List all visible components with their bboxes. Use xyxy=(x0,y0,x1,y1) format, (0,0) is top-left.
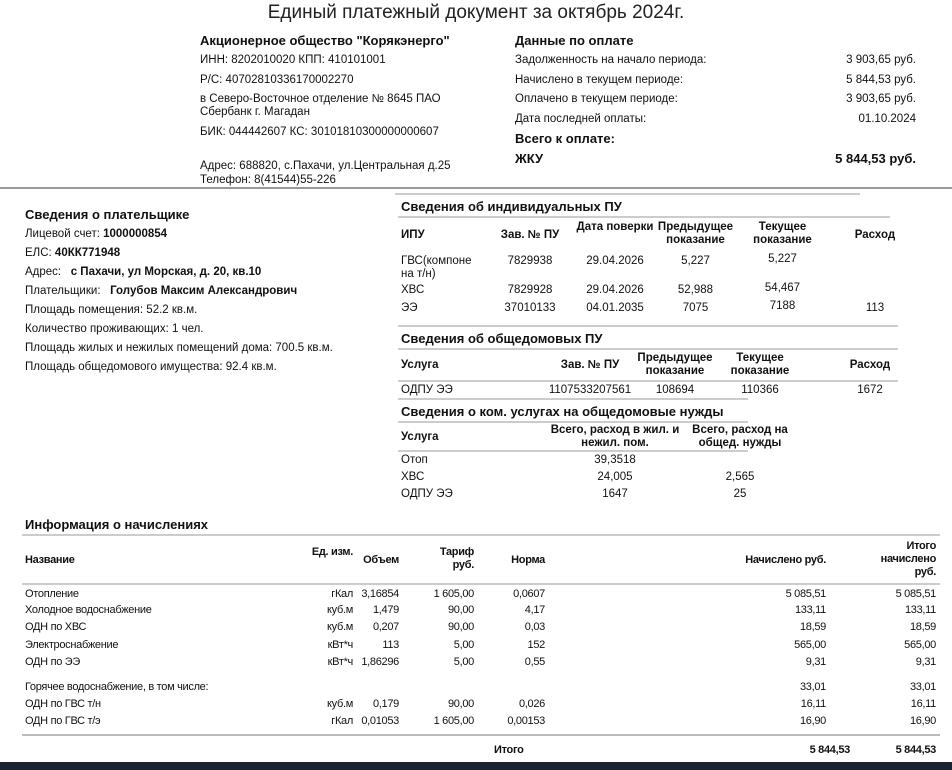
company-inn: ИНН: 8202010020 КПП: 410101001 xyxy=(200,54,386,66)
charges-cell: 5,00 xyxy=(453,656,474,668)
charges-cell: 16,11 xyxy=(800,698,826,710)
account-number: 1000000854 xyxy=(103,228,168,240)
common-area: Площадь общедомового имущества: 92.4 кв.м. xyxy=(25,361,277,373)
divider xyxy=(22,734,940,736)
charges-cell: кВт*ч xyxy=(327,656,353,668)
charges-cell: куб.м xyxy=(327,604,353,616)
charges-cell: 1 605,00 xyxy=(433,588,474,600)
charges-cell: 9,31 xyxy=(915,656,936,668)
charges-cell: 1,86296 xyxy=(361,656,399,668)
divider xyxy=(398,421,748,423)
charges-column-header: Начислено руб. xyxy=(745,554,826,566)
document-title: Единый платежный документ за октябрь 2024г. xyxy=(267,2,685,23)
ipu-cell: 04.01.2035 xyxy=(586,302,644,314)
odpu-cell: 1107533207561 xyxy=(548,384,632,396)
charges-column-header: Норма xyxy=(511,554,545,566)
common-column-header: Услуга xyxy=(401,431,439,443)
payment-value: 5 844,53 руб. xyxy=(846,73,916,86)
divider xyxy=(22,534,940,536)
charges-cell: 16,11 xyxy=(910,698,936,710)
charges-cell: гКал xyxy=(331,715,353,727)
ipu-cell: 7075 xyxy=(682,302,709,314)
charges-cell: 0,207 xyxy=(372,621,399,633)
charges-cell: ОДН по ХВС xyxy=(25,621,87,633)
odpu-cell: 1672 xyxy=(857,384,883,396)
charges-cell: Отопление xyxy=(25,588,79,600)
common-cell: 24,005 xyxy=(597,471,633,483)
charges-cell: 5 085,51 xyxy=(785,588,826,600)
common-header: Сведения о ком. услугах на общедомовые нужды xyxy=(401,404,724,419)
residents-count: Количество проживающих: 1 чел. xyxy=(25,323,204,335)
charges-total-sum: 5 844,53 xyxy=(895,744,936,756)
charges-column-header: Ед. изм. xyxy=(311,546,353,558)
charges-cell: ОДН по ГВС т/н xyxy=(25,698,101,710)
charges-cell: 0,01053 xyxy=(361,715,399,727)
payment-value: 01.10.2024 xyxy=(858,112,916,125)
payment-label: Начислено в текущем периоде: xyxy=(515,73,684,86)
charges-cell: 90,00 xyxy=(447,604,474,616)
ipu-cell: 7188 xyxy=(769,300,796,312)
charges-cell: 16,90 xyxy=(799,715,826,727)
charges-cell: ОДН по ГВС т/э xyxy=(25,715,101,727)
charges-cell: куб.м xyxy=(327,621,353,633)
charges-column-header: Итого начислено руб. xyxy=(880,540,936,578)
ipu-column-header: Текущее показание xyxy=(753,221,812,246)
ipu-column-header: Зав. № ПУ xyxy=(500,229,560,241)
company-bik: БИК: 044442607 КС: 30101810300000000607 xyxy=(200,126,439,138)
company-rs: Р/С: 40702810336170002270 xyxy=(200,74,354,86)
zhku-label: ЖКУ xyxy=(515,151,544,166)
payment-label: Задолженность на начало периода: xyxy=(515,54,707,66)
charges-cell: 5,00 xyxy=(453,639,474,651)
ipu-cell: 7829928 xyxy=(507,284,553,296)
address-label: Адрес: xyxy=(25,266,62,278)
ipu-cell: 54,467 xyxy=(764,282,801,294)
divider xyxy=(395,193,860,195)
ipu-column-header: ИПУ xyxy=(401,229,425,241)
ipu-cell: ХВС xyxy=(401,284,425,296)
odpu-cell: 108694 xyxy=(655,384,695,396)
ipu-cell: ГВС(компоне на т/н) xyxy=(401,255,472,280)
charges-cell: 4,17 xyxy=(524,604,545,616)
odpu-cell: 110366 xyxy=(741,384,779,396)
charges-cell: 565,00 xyxy=(794,639,826,651)
common-cell: ХВС xyxy=(401,471,425,483)
divider xyxy=(398,325,898,327)
ipu-cell: 52,988 xyxy=(677,284,714,296)
charges-column-header: Объем xyxy=(363,554,399,566)
charges-cell: кВт*ч xyxy=(327,639,353,651)
ipu-cell: ЭЭ xyxy=(401,302,418,314)
common-column-header: Всего, расход на общед. нужды xyxy=(692,424,788,449)
charges-column-header: Название xyxy=(25,554,75,566)
charges-cell: гКал xyxy=(331,588,353,600)
divider xyxy=(22,583,940,585)
charges-cell: 152 xyxy=(527,639,545,651)
charges-cell: 90,00 xyxy=(447,621,474,633)
payment-value: 3 903,65 руб. xyxy=(846,54,916,66)
odpu-column-header: Расход xyxy=(849,359,891,371)
payment-total-label: Всего к оплате: xyxy=(515,131,615,146)
ipu-column-header: Расход xyxy=(854,229,896,241)
odpu-column-header: Зав. № ПУ xyxy=(560,359,620,371)
common-column-header: Всего, расход в жил. и нежил. пом. xyxy=(550,424,680,449)
ipu-cell: 37010133 xyxy=(504,302,556,314)
common-cell: 1647 xyxy=(602,488,628,500)
charges-cell: Холодное водоснабжение xyxy=(25,604,152,616)
charges-cell: 565,00 xyxy=(904,639,936,651)
charges-cell: 5 085,51 xyxy=(895,588,936,600)
charges-cell: куб.м xyxy=(327,698,353,710)
charges-cell: 33,01 xyxy=(909,681,936,693)
account-label: Лицевой счет: xyxy=(25,228,100,240)
charges-cell: 0,179 xyxy=(372,698,399,710)
ipu-column-header: Дата поверки xyxy=(576,221,654,233)
common-cell: 25 xyxy=(733,488,747,500)
divider xyxy=(398,398,748,400)
payers-label: Плательщики: xyxy=(25,285,101,297)
charges-total-label: Итого xyxy=(494,744,524,756)
charges-cell: 1,479 xyxy=(372,604,399,616)
charges-cell: 0,026 xyxy=(518,698,545,710)
common-cell: Отоп xyxy=(401,454,428,466)
payment-header: Данные по оплате xyxy=(515,33,634,48)
charges-column-header: Тариф руб. xyxy=(439,546,474,571)
divider xyxy=(398,450,748,452)
ipu-cell: 29.04.2026 xyxy=(586,255,644,267)
apartment-area: Площадь помещения: 52.2 кв.м. xyxy=(25,304,198,316)
charges-cell: Электроснабжение xyxy=(25,639,119,651)
odpu-column-header: Текущее показание xyxy=(730,352,790,377)
common-cell: ОДПУ ЭЭ xyxy=(401,488,453,500)
divider xyxy=(398,348,898,350)
payer-header: Сведения о плательщике xyxy=(25,207,190,222)
charges-cell: 9,31 xyxy=(805,656,826,668)
charges-cell: 0,0607 xyxy=(513,588,545,600)
ipu-cell: 113 xyxy=(865,302,885,314)
company-bank-city: Сбербанк г. Магадан xyxy=(200,106,310,118)
charges-cell: 18,59 xyxy=(799,621,826,633)
charges-cell: 133,11 xyxy=(904,604,936,616)
common-cell: 39,3518 xyxy=(594,454,636,466)
payment-label: Оплачено в текущем периоде: xyxy=(515,93,678,105)
odpu-header: Сведения об общедомовых ПУ xyxy=(401,331,603,346)
charges-cell: Горячее водоснабжение, в том числе: xyxy=(25,681,209,693)
divider xyxy=(398,380,898,382)
odpu-column-header: Услуга xyxy=(401,359,439,371)
ipu-header: Сведения об индивидуальных ПУ xyxy=(401,199,622,214)
common-cell: 2,565 xyxy=(725,471,755,483)
charges-cell: 113 xyxy=(382,639,399,651)
company-phone: Телефон: 8(41544)55-226 xyxy=(200,174,336,186)
ipu-cell: 5,227 xyxy=(768,253,797,265)
charges-cell: 0,03 xyxy=(524,621,545,633)
charges-cell: 3,16854 xyxy=(361,588,399,600)
els-label: ЕЛС: xyxy=(25,247,52,259)
charges-cell: 18,59 xyxy=(909,621,936,633)
charges-cell: 1 605,00 xyxy=(433,715,474,727)
ipu-cell: 29.04.2026 xyxy=(586,284,644,296)
payment-value: 3 903,65 руб. xyxy=(846,93,916,105)
charges-cell: 90,00 xyxy=(447,698,474,710)
ipu-cell: 5,227 xyxy=(681,255,710,267)
charges-cell: 0,00153 xyxy=(507,715,545,727)
payer-name: Голубов Максим Александрович xyxy=(110,285,298,297)
company-name: Акционерное общество "Корякэнерго" xyxy=(200,33,450,48)
house-area: Площадь жилых и нежилых помещений дома: 700.5 кв.м. xyxy=(25,342,333,354)
charges-total-charged: 5 844,53 xyxy=(809,744,850,756)
payer-address: с Пахачи, ул Морская, д. 20, кв.10 xyxy=(70,266,262,278)
bottom-edge xyxy=(0,762,952,770)
charges-cell: 133,11 xyxy=(794,604,826,616)
charges-cell: 0,55 xyxy=(524,656,545,668)
els-number: 40КК771948 xyxy=(54,247,121,259)
charges-header: Информация о начислениях xyxy=(25,517,209,532)
charges-cell: 33,01 xyxy=(799,681,826,693)
divider xyxy=(398,216,890,218)
zhku-value: 5 844,53 руб. xyxy=(835,151,916,166)
charges-cell: ОДН по ЭЭ xyxy=(25,656,81,668)
company-address: Адрес: 688820, с.Пахачи, ул.Центральная д.25 xyxy=(200,160,451,172)
payment-label: Дата последней оплаты: xyxy=(515,112,647,125)
company-bank: в Северо-Восточное отделение № 8645 ПАО xyxy=(200,93,441,105)
odpu-cell: ОДПУ ЭЭ xyxy=(401,384,453,396)
charges-cell: 16,90 xyxy=(909,715,936,727)
ipu-column-header: Предыдущее показание xyxy=(657,221,734,246)
odpu-column-header: Предыдущее показание xyxy=(637,352,713,377)
divider xyxy=(0,187,952,189)
ipu-cell: 7829938 xyxy=(507,255,553,267)
